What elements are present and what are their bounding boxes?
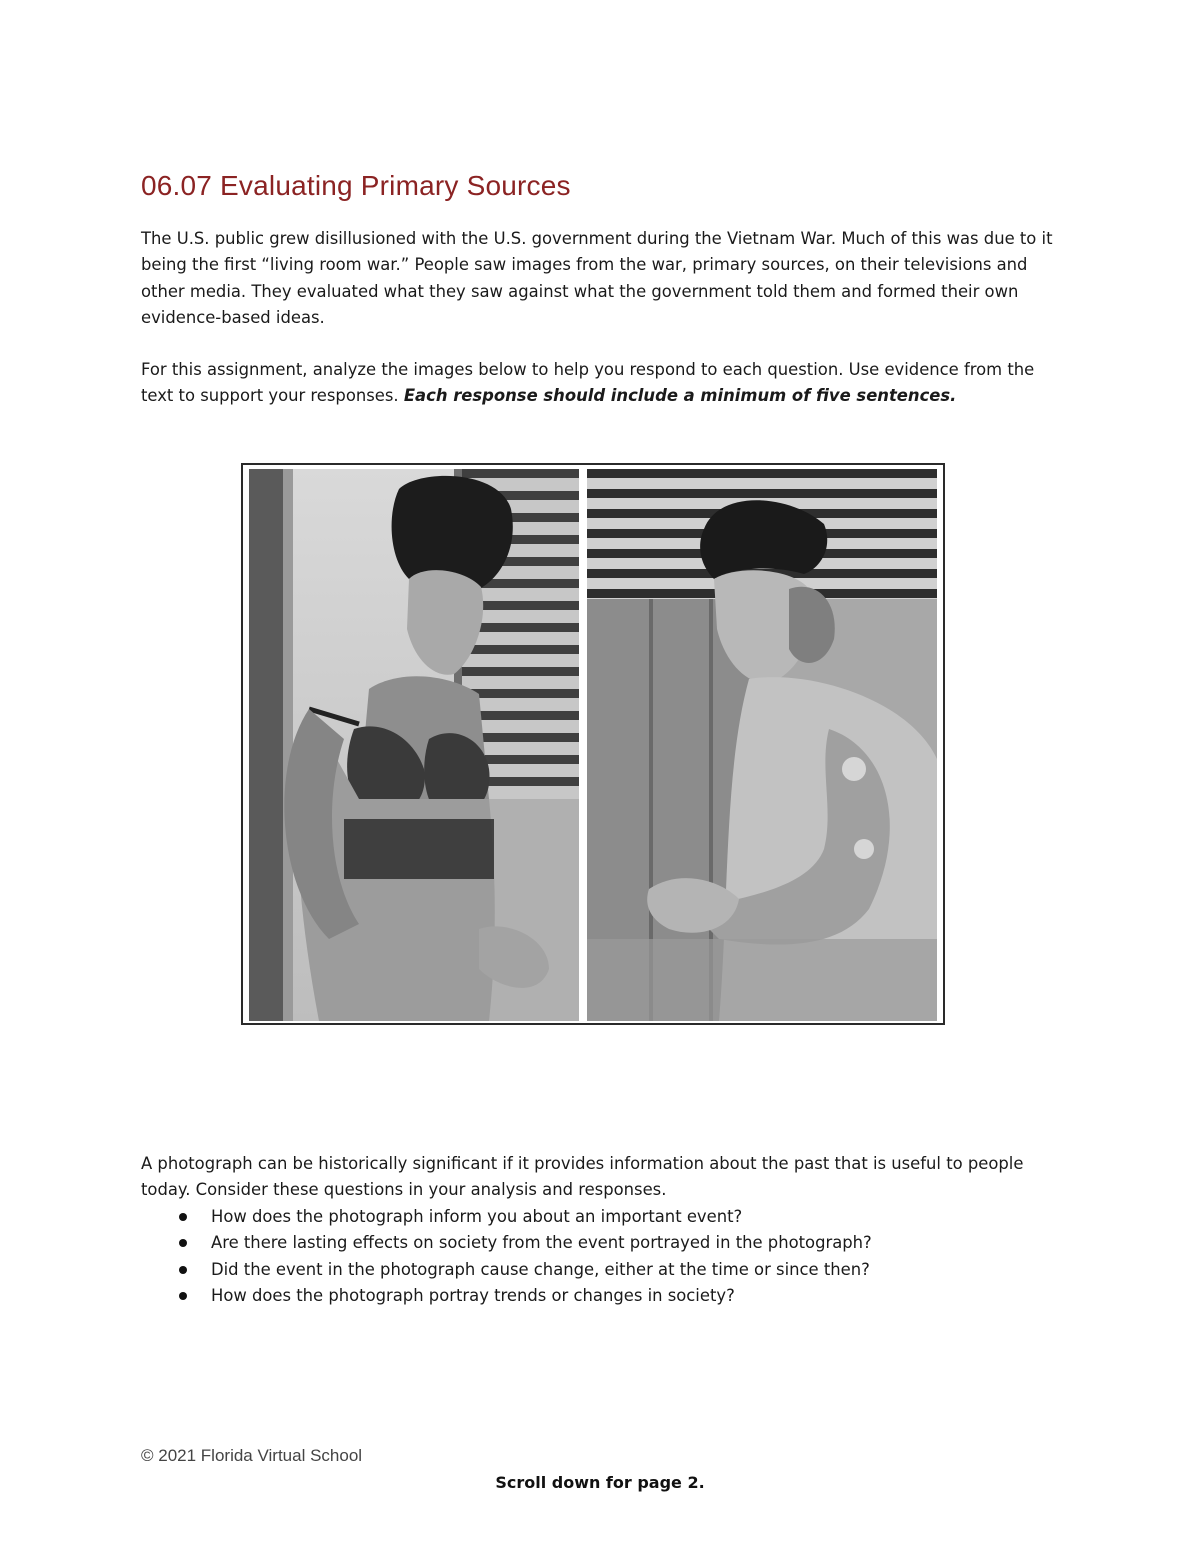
assignment-emphasis: Each response should include a minimum of five sentences. [403, 386, 957, 406]
assignment-text: For this assignment, analyze the images below to help you respond to each question. Use evidence from the text to support your responses. [141, 360, 1035, 406]
assignment-paragraph [141, 357, 1061, 410]
bullet-icon [179, 1266, 187, 1274]
primary-source-photograph [241, 463, 945, 1025]
scroll-note: Scroll down for page 2. [495, 1473, 705, 1492]
photograph-image [249, 469, 937, 1021]
copyright-notice: © 2021 Florida Virtual School [141, 1446, 363, 1465]
page-title: 06.07 Evaluating Primary Sources [141, 170, 571, 201]
significance-paragraph: A photograph can be historically significant if it provides information about the past that is useful to people today. Consider these questions in your analysis and responses. [141, 1154, 1024, 1200]
bullet-icon [179, 1213, 187, 1221]
analysis-questions-list [176, 1204, 872, 1309]
bullet-icon [179, 1239, 187, 1247]
left-photo-panel [249, 469, 579, 1021]
right-photo-panel [587, 469, 937, 1021]
question-text: Are there lasting effects on society from the event portrayed in the photograph? [211, 1233, 872, 1253]
list-item [176, 1204, 872, 1230]
question-text: How does the photograph portray trends or changes in society? [211, 1285, 735, 1305]
question-text: How does the photograph inform you about an important event? [211, 1207, 743, 1226]
bullet-icon [179, 1292, 187, 1300]
question-text: Did the event in the photograph cause change, either at the time or since then? [211, 1259, 870, 1279]
list-item [176, 1230, 872, 1256]
list-item [176, 1283, 872, 1309]
list-item [176, 1257, 872, 1283]
intro-paragraph: The U.S. public grew disillusioned with the U.S. government during the Vietnam War. Much of this was due to it being the first “living room war.” People saw images from the war, primary sources, on their televisions and other media. They evaluated what they saw against what the government told them and formed their own evidence-based ideas. [141, 229, 1053, 327]
